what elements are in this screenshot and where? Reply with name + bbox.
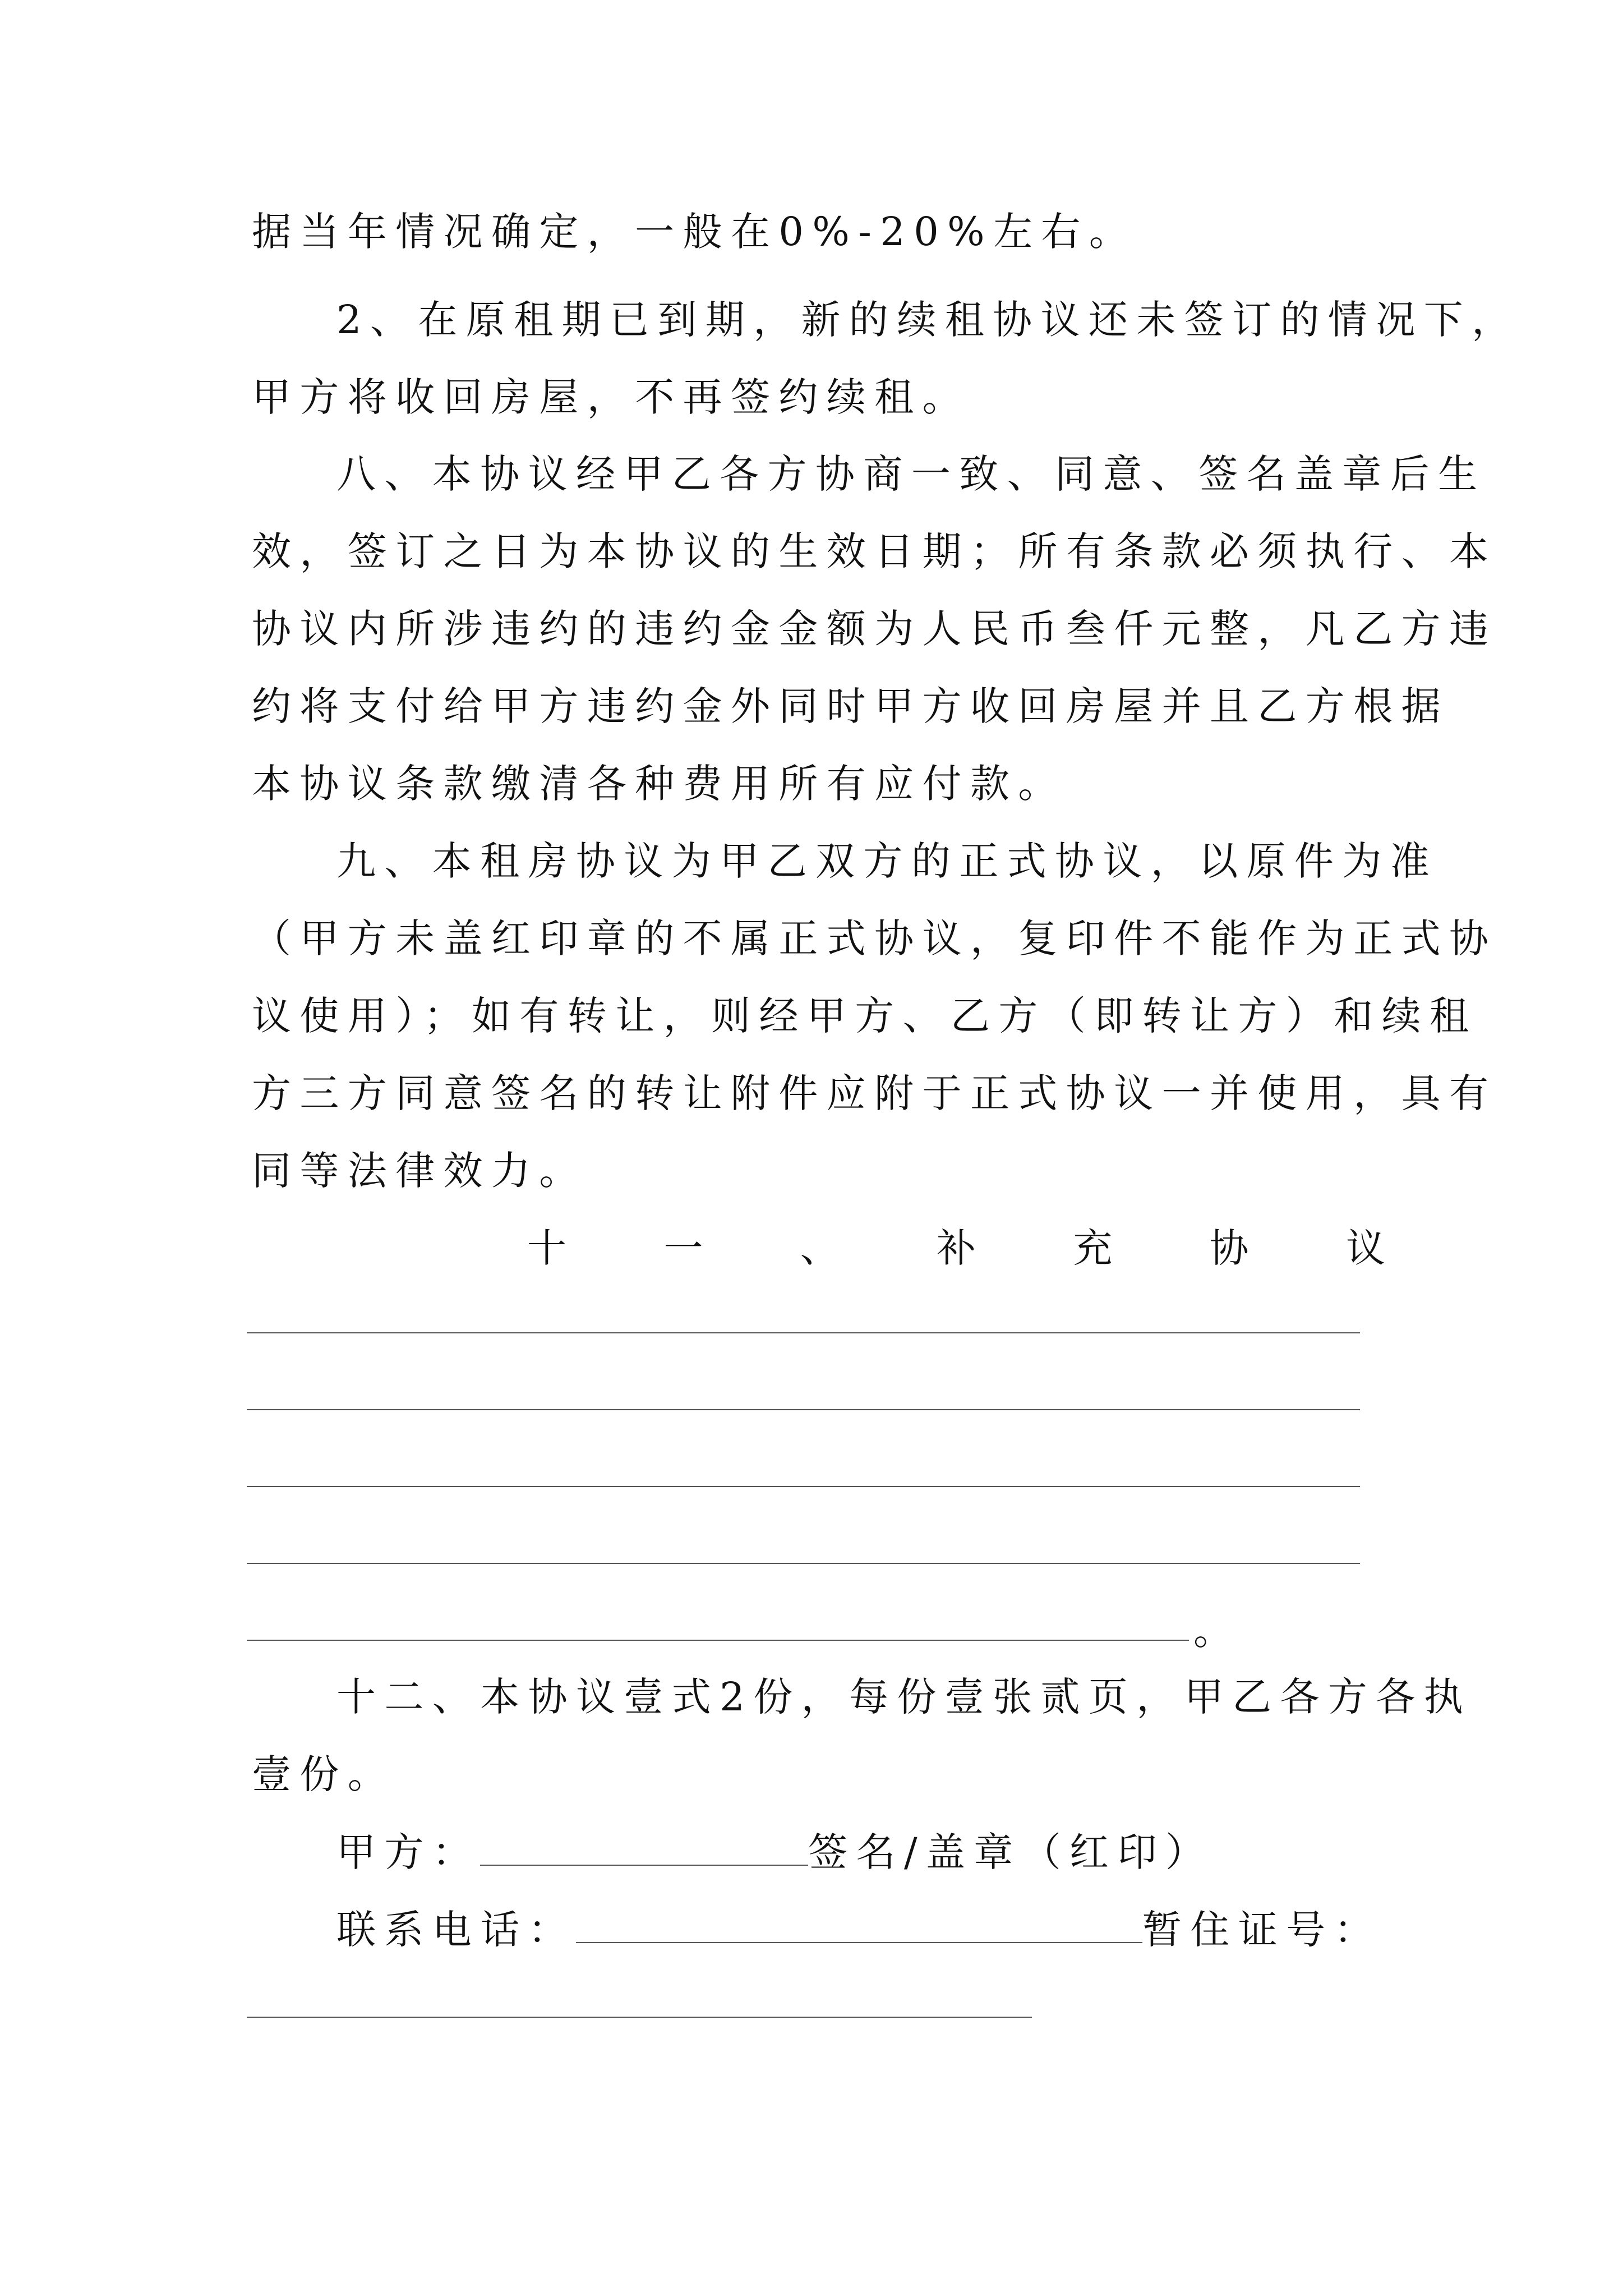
phone-label: 联系电话： <box>336 1907 576 1953</box>
paragraph-line: 2、在原租期已到期，新的续租协议还未签订的情况下， <box>336 297 1520 343</box>
section-11-heading <box>527 1225 1385 1271</box>
party-a-name-field[interactable] <box>480 1832 808 1866</box>
supplement-blank-line[interactable] <box>247 1563 1360 1564</box>
paragraph-line: 甲方将收回房屋，不再签约续租。 <box>252 374 970 420</box>
paragraph-line: 同等法律效力。 <box>252 1148 587 1194</box>
supplement-blank-line[interactable] <box>247 1486 1360 1487</box>
supplement-blank-line[interactable] <box>247 1332 1360 1333</box>
paragraph-line: （甲方未盖红印章的不属正式协议，复印件不能作为正式协 <box>252 915 1497 961</box>
supplement-end-mark: 。 <box>1193 1608 1242 1654</box>
paragraph-line: 本协议条款缴清各种费用所有应付款。 <box>252 761 1066 807</box>
heading-char: 十 <box>527 1225 566 1271</box>
paragraph-line: 据当年情况确定，一般在0%-20%左右。 <box>252 209 1137 255</box>
paragraph-line: 约将支付给甲方违约金外同时甲方收回房屋并且乙方根据 <box>252 683 1449 729</box>
supplement-blank-line[interactable] <box>247 1409 1360 1410</box>
paragraph-line: 协议内所涉违约的违约金金额为人民币叁仟元整，凡乙方违 <box>252 606 1497 652</box>
paragraph-line: 八、本协议经甲乙各方协商一致、同意、签名盖章后生 <box>336 451 1486 497</box>
party-a-label: 甲方： <box>336 1829 481 1875</box>
paragraph-line: 方三方同意签名的转让附件应附于正式协议一并使用，具有 <box>252 1070 1497 1116</box>
paragraph-line: 十二、本协议壹式2份，每份壹张贰页，甲乙各方各执 <box>336 1674 1472 1720</box>
paragraph-line: 九、本租房协议为甲乙双方的正式协议，以原件为准 <box>336 838 1438 884</box>
party-a-row <box>336 1829 1214 1875</box>
party-a-suffix: 签名/盖章（红印） <box>808 1829 1214 1875</box>
paragraph-line: 效，签订之日为本协议的生效日期；所有条款必须执行、本 <box>252 528 1497 574</box>
heading-char: 、 <box>800 1225 840 1271</box>
heading-char: 充 <box>1073 1225 1113 1271</box>
paragraph-line: 壹份。 <box>252 1751 396 1797</box>
paragraph-line: 议使用）；如有转让，则经甲方、乙方（即转让方）和续租 <box>252 993 1478 1039</box>
heading-char: 一 <box>663 1225 703 1271</box>
heading-char: 补 <box>936 1225 976 1271</box>
phone-row <box>336 1907 1382 1953</box>
phone-field[interactable] <box>576 1910 1142 1943</box>
supplement-blank-line[interactable] <box>247 1640 1189 1641</box>
heading-char: 协 <box>1209 1225 1249 1271</box>
heading-char: 议 <box>1345 1225 1385 1271</box>
id-label: 暂住证号： <box>1142 1907 1382 1953</box>
id-number-blank-line[interactable] <box>247 2017 1032 2018</box>
